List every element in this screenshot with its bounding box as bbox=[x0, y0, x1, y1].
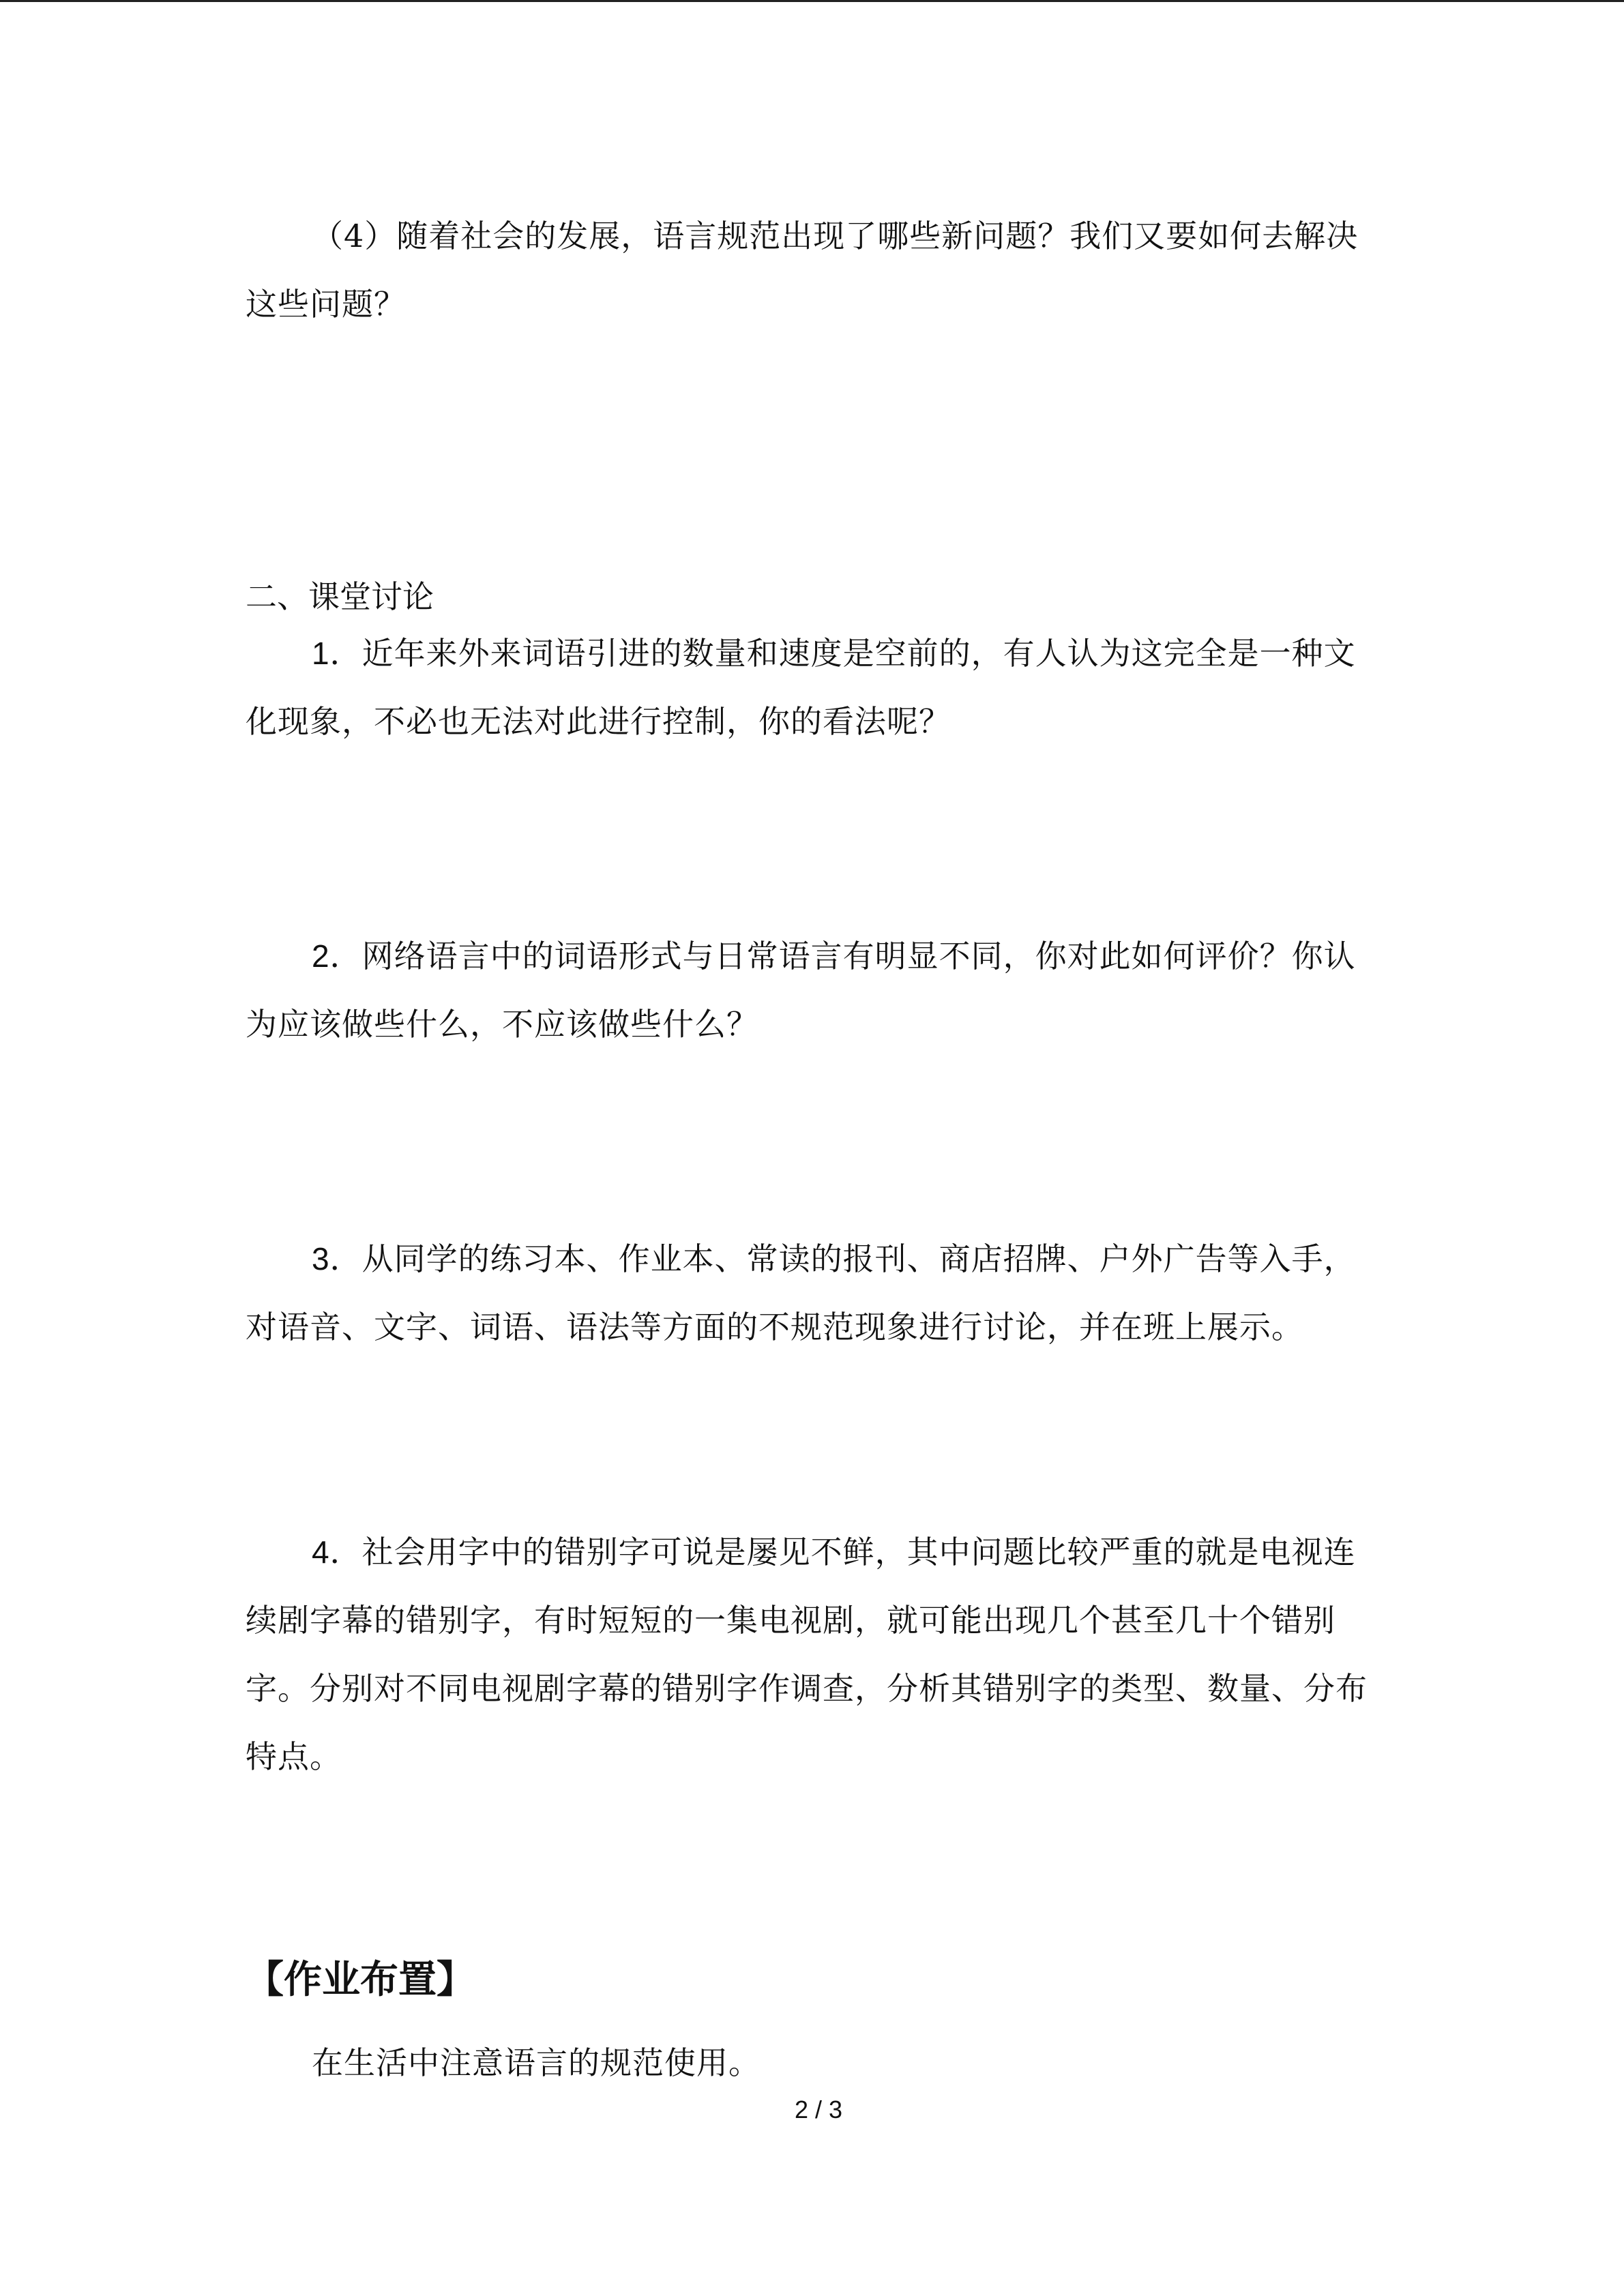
discussion-item-2-text: 网络语言中的词语形式与日常语言有明显不同，你对此如何评价？你认为应该做些什么，不应该做些什么？ bbox=[246, 938, 1356, 1043]
discussion-item-4 bbox=[246, 1518, 1378, 1791]
page-top-border bbox=[0, 0, 1624, 2]
discussion-item-2 bbox=[246, 922, 1378, 1058]
discussion-item-1 bbox=[246, 619, 1378, 756]
discussion-item-4-text: 社会用字中的错别字可说是屡见不鲜，其中问题比较严重的就是电视连续剧字幕的错别字，有时短短的一集电视剧，就可能出现几个甚至几十个错别字。分别对不同电视剧字幕的错别字作调查，分析其错别字的类型、数量、分布特点。 bbox=[246, 1534, 1368, 1775]
question-4-paragraph: （4）随着社会的发展，语言规范出现了哪些新问题？我们又要如何去解决这些问题？ bbox=[246, 218, 1359, 323]
discussion-item-3-number: 3． bbox=[312, 1241, 362, 1277]
discussion-item-1-number: 1． bbox=[312, 636, 362, 671]
discussion-item-3 bbox=[246, 1225, 1378, 1361]
discussion-heading: 二、课堂讨论 bbox=[246, 578, 434, 615]
homework-text: 在生活中注意语言的规范使用。 bbox=[312, 2044, 761, 2081]
discussion-item-1-text: 近年来外来词语引进的数量和速度是空前的，有人认为这完全是一种文化现象，不必也无法对此进行控制，你的看法呢？ bbox=[246, 635, 1356, 740]
page-number: 2 / 3 bbox=[794, 2096, 843, 2123]
homework-heading: 【作业布置】 bbox=[246, 1958, 475, 2002]
discussion-item-4-number: 4． bbox=[312, 1534, 362, 1570]
discussion-item-2-number: 2． bbox=[312, 938, 362, 974]
discussion-item-3-text: 从同学的练习本、作业本、常读的报刊、商店招牌、户外广告等入手，对语音、文字、词语、语法等方面的不规范现象进行讨论，并在班上展示。 bbox=[246, 1240, 1356, 1345]
